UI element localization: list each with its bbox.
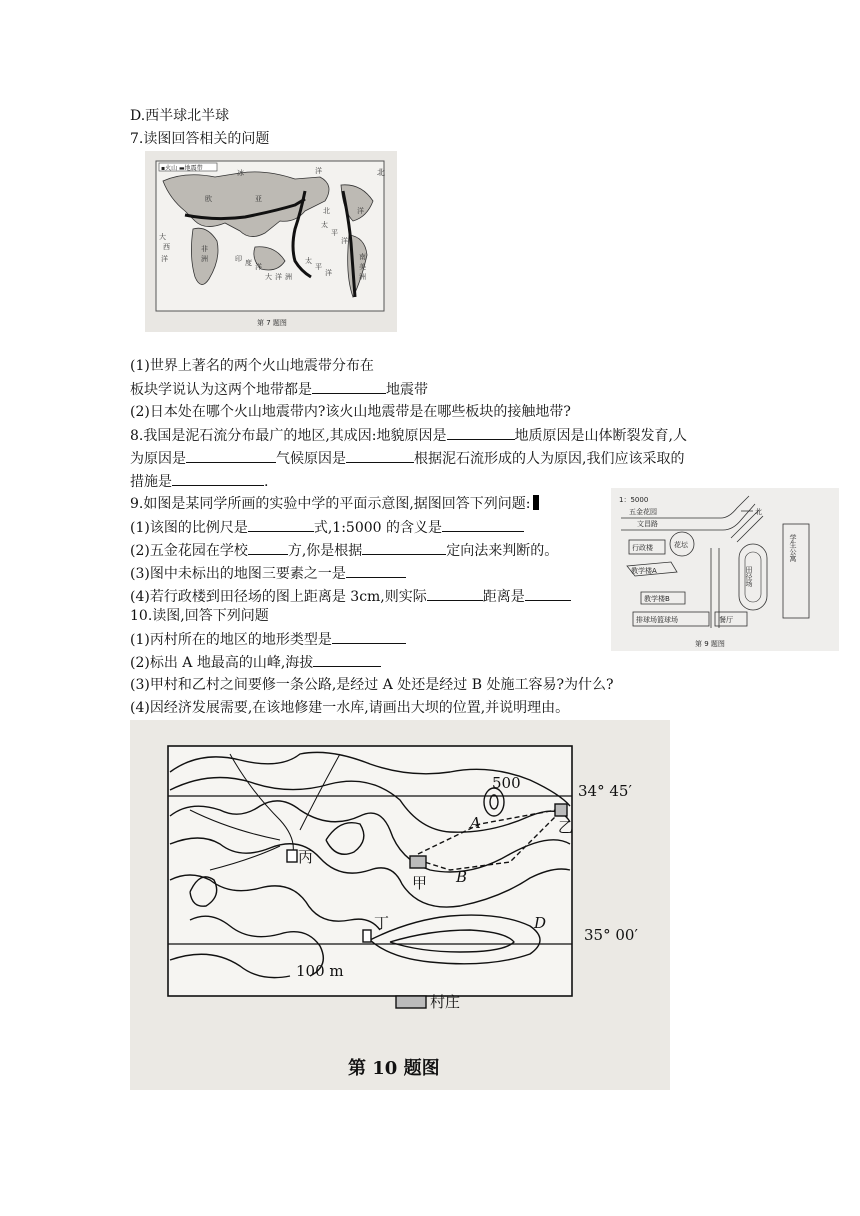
figure-9-flower: 花坛 [674,541,688,549]
fig7-label: 洲 [285,273,292,281]
q9-4-text-mid: 距离是 [482,589,525,605]
question-8-c [130,471,268,492]
fig7-label: 度 [245,259,252,267]
answer-blank[interactable] [313,652,381,667]
figure-9-teachA: 教学楼A [631,567,657,575]
answer-blank[interactable] [442,517,524,532]
question-7-1b [130,379,428,400]
q9-2-text: (2)五金花园在学校 [130,543,248,559]
q9-title-text: 9.如图是某同学所画的实验中学的平面示意图,据图回答下列问题: [130,496,531,512]
answer-blank[interactable] [427,586,483,601]
question-9-1 [130,517,524,538]
answer-blank[interactable] [332,629,406,644]
q8-a-text-end: 地质原因是山体断裂发育,人 [514,428,687,444]
figure-9-admin: 行政楼 [632,544,653,552]
question-9-title [130,494,539,514]
q8-b-text-mid: 气候原因是 [276,451,346,467]
fig7-label: 北 [323,207,330,215]
figure-9-courts: 排球场篮球场 [636,616,678,624]
fig7-label: 太 [305,257,312,265]
legend-village: 村庄 [430,993,461,1011]
question-9-4 [130,586,571,607]
q9-2-text-mid: 方,你是根据 [287,543,363,559]
figure-7-world-map [145,151,397,332]
answer-blank[interactable] [447,425,515,440]
answer-blank[interactable] [346,563,406,578]
village-ding-icon [363,930,371,942]
figure-9-garden: 五金花园 [629,508,657,516]
fig7-label: 美 [359,263,366,271]
fig7-label: 洋 [255,263,262,271]
q9-2-text-end: 定向法来判断的。 [446,543,559,559]
q10-2-text: (2)标出 A 地最高的山峰,海拔 [130,655,314,671]
q8-c-text: 措施是 [130,474,172,490]
fig7-label: 洋 [161,255,168,263]
answer-blank[interactable] [346,448,414,463]
village-bing-icon [287,850,297,862]
figure-7-caption: 第 7 题图 [257,319,287,327]
village-jia-icon [410,856,426,868]
fig7-label: 西 [163,243,170,251]
label-d: D [534,914,547,932]
figure-9-caption: 第 9 题图 [695,640,725,648]
question-7-title: 7.读图回答相关的问题 [130,131,270,147]
q8-b-text-end: 根据泥石流形成的人为原因,我们应该采取的 [414,451,685,467]
q9-1-text-mid: 式,1:5000 的含义是 [313,520,442,536]
figure-10-contour-map [130,720,670,1090]
question-7-2: (2)日本处在哪个火山地震带内?该火山地震带是在哪些板块的接触地带? [130,404,571,420]
fig7-label: 洋 [357,207,364,215]
fig7-label: 洋 [315,167,322,175]
fig7-label: 平 [331,229,338,237]
fig7-label: 洋 [325,269,332,277]
figure-9-canteen: 餐厅 [719,616,733,624]
question-10-title: 10.读图,回答下列问题 [130,608,269,624]
label-b: B [456,868,468,886]
q8-a-text: 8.我国是泥石流分布最广的地区,其成因:地貌原因是 [130,428,447,444]
answer-blank[interactable] [248,540,288,555]
fig7-label: 南 [359,253,366,261]
question-10-3: (3)甲村和乙村之间要修一条公路,是经过 A 处还是经过 B 处施工容易?为什么? [130,677,614,693]
figure-10-caption: 第 10 题图 [348,1058,440,1079]
fig7-label: 冰 [237,169,244,177]
question-9-2 [130,540,558,561]
question-10-4: (4)因经济发展需要,在该地修建一水库,请画出大坝的位置,并说明理由。 [130,700,570,716]
cursor-mark [533,495,539,510]
question-7-1a: (1)世界上著名的两个火山地震带分布在 [130,358,374,374]
figure-9-scale: 1：5000 [619,496,649,504]
label-a: A [470,814,481,832]
label-yi: 乙 [558,818,574,836]
label-ding: 丁 [374,914,390,932]
q8-b-text: 为原因是 [130,451,186,467]
answer-blank[interactable] [248,517,314,532]
label-bing: 丙 [298,848,314,866]
figure-10-lat-2: 35° 00′ [584,926,638,944]
option-d: D.西半球北半球 [130,108,230,124]
figure-9-teachB: 教学楼B [644,595,670,603]
fig7-label: 洲 [201,255,208,263]
figure-9-dorm: 学生公寓 [789,534,797,562]
answer-blank[interactable] [312,379,386,394]
figure-9-field: 田径场 [745,566,753,587]
contour-500: 500 [492,774,521,792]
q8-c-text-end: . [264,474,269,490]
contour-100: 100 m [296,962,344,980]
q9-3-text: (3)图中未标出的地图三要素之一是 [130,566,346,582]
answer-blank[interactable] [362,540,446,555]
figure-9-school-plan [611,488,839,651]
fig7-label: 大 [265,273,272,281]
village-yi-icon [555,804,567,816]
fig7-label: 洋 [341,237,348,245]
fig7-label: 非 [201,245,208,253]
fig7-label: 平 [315,263,322,271]
fig7-label: 大 [159,233,166,241]
answer-blank[interactable] [525,586,571,601]
q7-1b-text: 板块学说认为这两个地带都是 [130,382,312,398]
answer-blank[interactable] [186,448,276,463]
fig7-label: 洋 [275,273,282,281]
figure-7-legend: ▪火山 ▬地震带 [161,165,203,172]
question-9-3 [130,563,406,584]
figure-10-lat-1: 34° 45′ [578,782,632,800]
answer-blank[interactable] [172,471,264,486]
figure-9-road: 文昌路 [637,520,658,528]
question-10-1 [130,629,406,650]
q9-1-text: (1)该图的比例尺是 [130,520,248,536]
figure-9-north: 北 [755,508,762,516]
q9-4-text: (4)若行政楼到田径场的图上距离是 3cm,则实际 [130,589,427,605]
fig7-label: 洲 [359,273,366,281]
question-10-2 [130,652,381,673]
question-8-a [130,425,687,446]
fig7-label: 欧 [205,195,212,203]
fig7-label: 印 [235,255,242,263]
fig7-label: 亚 [255,195,262,203]
figure-7-north: 北 [377,168,385,177]
fig7-label: 太 [321,221,328,229]
q7-1b-text-end: 地震带 [386,382,428,398]
q10-1-text: (1)丙村所在的地区的地形类型是 [130,632,332,648]
legend-village-icon [396,996,426,1008]
label-jia: 甲 [412,874,428,892]
question-8-b [130,448,684,469]
